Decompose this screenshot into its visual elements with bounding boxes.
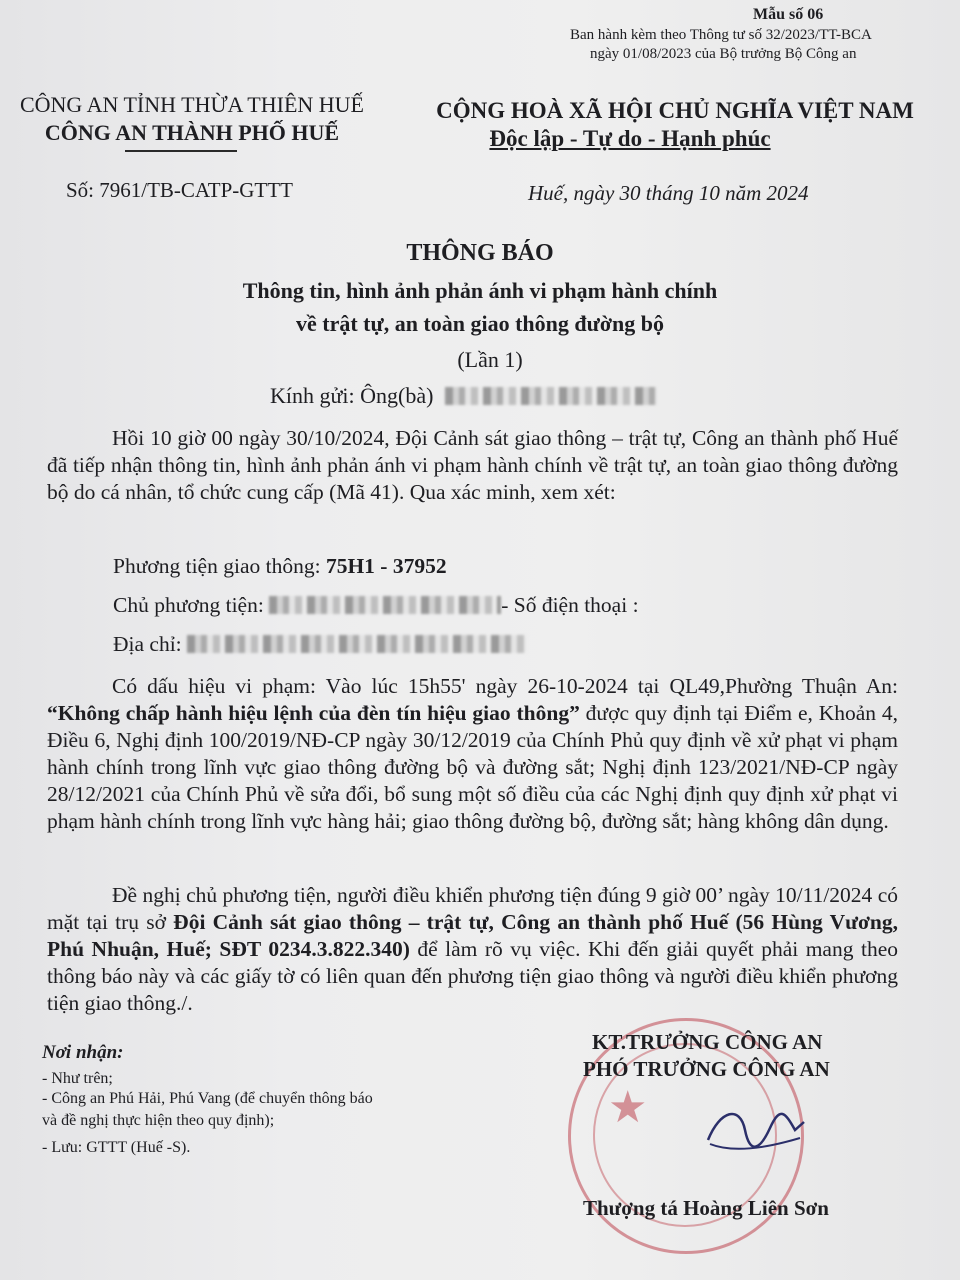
notice-subtitle-1: Thông tin, hình ảnh phản ánh vi phạm hành chính <box>242 278 718 303</box>
signature-title-2: PHÓ TRƯỞNG CÔNG AN <box>583 1057 830 1081</box>
notice-round: (Lần 1) <box>457 347 523 372</box>
form-issued-line2: ngày 01/08/2023 của Bộ trưởng Bộ Công an <box>590 46 857 62</box>
notice-title: THÔNG BÁO <box>406 240 554 266</box>
signature-title-1: KT.TRƯỞNG CÔNG AN <box>592 1030 823 1054</box>
recipients-line-4: - Lưu: GTTT (Huế -S). <box>42 1139 191 1156</box>
form-number: Mẫu số 06 <box>753 6 824 23</box>
paragraph-intro: Hồi 10 giờ 00 ngày 30/10/2024, Đội Cảnh sát giao thông – trật tự, Công an thành phố Huế đã tiếp nhận thông tin, hình ảnh phản ánh vi phạm hành chính về trật tự, an toàn giao thông đường bộ do cá nhân, tổ chức cung cấp (Mã 41). Qua xác minh, xem xét: <box>47 426 898 504</box>
agency-name: CÔNG AN THÀNH PHỐ HUẾ <box>44 120 340 145</box>
handwritten-signature <box>700 1100 810 1160</box>
violation-text-b: được quy định tại Điểm e, Khoản 4, Điều 6, Nghị định 100/2019/NĐ-CP ngày 30/12/2019 của Chính Phủ quy định về xử phạt vi phạm hành chính trong lĩnh vực giao thông đường bộ và đường sắt; Nghị định 123/2021/NĐ-CP ngày 28/12/2021 của Chính Phủ về sửa đổi, bổ sung một số điều của các Nghị định quy định xử phạt vi phạm hành chính trong lĩnh vực hàng hải; giao thông đường bộ, đường sắt; hàng không dân dụng. <box>47 701 899 833</box>
document-number: Số: 7961/TB-CATP-GTTT <box>66 178 293 202</box>
address-line <box>113 632 527 657</box>
violation-text-bold: “Không chấp hành hiệu lệnh của đèn tín hiệu giao thông” <box>47 701 580 725</box>
violation-text-a: Có dấu hiệu vi phạm: Vào lúc 15h55' ngày 26-10-2024 tại QL49,Phường Thuận An: <box>112 674 898 698</box>
vehicle-label: Phương tiện giao thông: <box>113 554 326 578</box>
recipients-line-2: - Công an Phú Hải, Phú Vang (để chuyển thông báo <box>42 1090 373 1107</box>
vehicle-plate: 75H1 - 37952 <box>325 554 447 578</box>
vehicle-line <box>113 554 447 579</box>
signer-name: Thượng tá Hoàng Liên Sơn <box>583 1196 829 1220</box>
request-text-bold: Đội Cảnh sát giao thông – trật tự, Công an thành phố Huế (56 Hùng Vương, Phú Nhuận, Huế; SĐT 0234.3.822.340) <box>47 910 898 961</box>
recipients-heading: Nơi nhận: <box>42 1042 124 1063</box>
notice-subtitle-2: về trật tự, an toàn giao thông đường bộ <box>295 311 664 336</box>
owner-line <box>113 593 639 618</box>
addressee <box>270 383 657 409</box>
paragraph-violation <box>47 673 898 835</box>
agency-parent: CÔNG AN TỈNH THỪA THIÊN HUẾ <box>19 92 364 117</box>
place-date: Huế, ngày 30 tháng 10 năm 2024 <box>528 181 809 205</box>
form-issued-line1: Ban hành kèm theo Thông tư số 32/2023/TT-BCA <box>570 27 872 43</box>
request-text-b: để làm rõ vụ việc. Khi đến giải quyết phải mang theo thông báo này và các giấy tờ có liên quan đến phương tiện giao thông và người điều khiển phương tiện giao thông./. <box>47 937 898 1015</box>
address-label: Địa chỉ: <box>113 632 188 656</box>
redacted-owner <box>269 596 501 614</box>
addressee-label: Kính gửi: Ông(bà) <box>270 383 434 408</box>
country-name: CỘNG HOÀ XÃ HỘI CHỦ NGHĨA VIỆT NAM <box>436 98 914 123</box>
redacted-name <box>445 387 657 405</box>
phone-label: - Số điện thoại : <box>501 593 639 617</box>
paragraph-request <box>47 882 898 1017</box>
recipients-line-1: - Như trên; <box>42 1070 113 1087</box>
agency-underline <box>125 150 237 152</box>
motto: Độc lập - Tự do - Hạnh phúc <box>489 126 771 151</box>
seal-star-icon: ★ <box>608 1083 648 1132</box>
owner-label: Chủ phương tiện: <box>113 593 270 617</box>
recipients-line-3: và đề nghị thực hiện theo quy định); <box>42 1112 275 1129</box>
request-text-a: Đề nghị chủ phương tiện, người điều khiển phương tiện đúng 9 giờ 00’ ngày 10/11/2024 có mặt tại trụ sở <box>47 883 898 934</box>
redacted-address <box>187 635 527 653</box>
